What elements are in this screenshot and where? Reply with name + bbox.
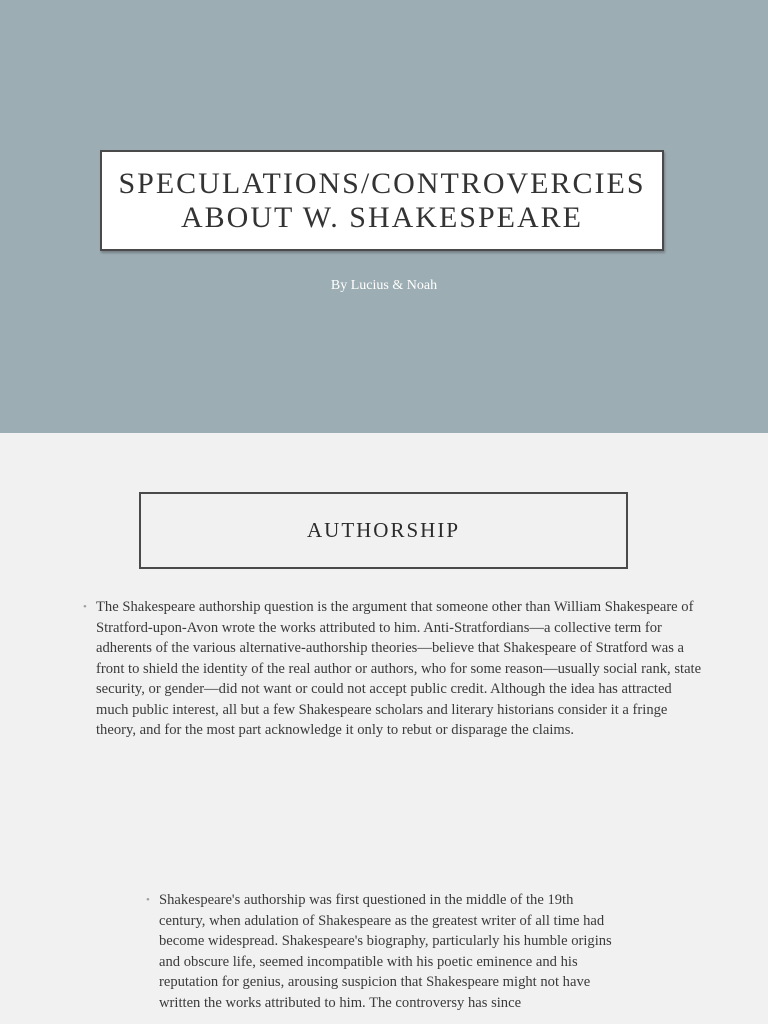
title-line-2: ABOUT W. SHAKESPEARE [180, 200, 583, 234]
slide-heading: AUTHORSHIP [306, 518, 460, 542]
content-slide [0, 433, 768, 1024]
slide-subtitle: By Lucius & Noah [330, 278, 438, 293]
bullet-paragraph-2 [146, 890, 621, 1013]
paragraph-1-text: The Shakespeare authorship question is the argument that someone other than William Shakespeare of Stratford-upon-Avon wrote the works attributed to him. Anti-Stratfordians—a collective term for adherents of the various alternative-authorship theories—believe that Shakespeare of Stratford was a front to shield the identity of the real author or authors, who for some reason—usually social rank, state security, or gender—did not want or could not accept public credit. Although the idea has attracted much public interest, all but a few Shakespeare scholars and literary historians consider it a fringe theory, and for the most part acknowledge it only to rebut or disparage the claims. [96, 599, 702, 738]
heading-box [139, 492, 628, 569]
title-line-1: SPECULATIONS/CONTROVERCIES [118, 166, 646, 200]
title-box [100, 150, 664, 251]
paragraph-2-text: Shakespeare's authorship was first questioned in the middle of the 19th century, when adulation of Shakespeare as the greatest writer of all time had become widespread. Shakespeare's biography, particularly his humble origins and obscure life, seemed incompatible with his poetic eminence and his reputation for genius, arousing suspicion that Shakespeare might not have written the works attributed to him. The controversy has since [159, 892, 612, 1011]
bullet-paragraph-1 [83, 597, 706, 741]
bullet-icon: • [146, 894, 150, 906]
bullet-icon: • [83, 601, 87, 613]
title-slide [0, 0, 768, 433]
slide-title [118, 167, 645, 235]
